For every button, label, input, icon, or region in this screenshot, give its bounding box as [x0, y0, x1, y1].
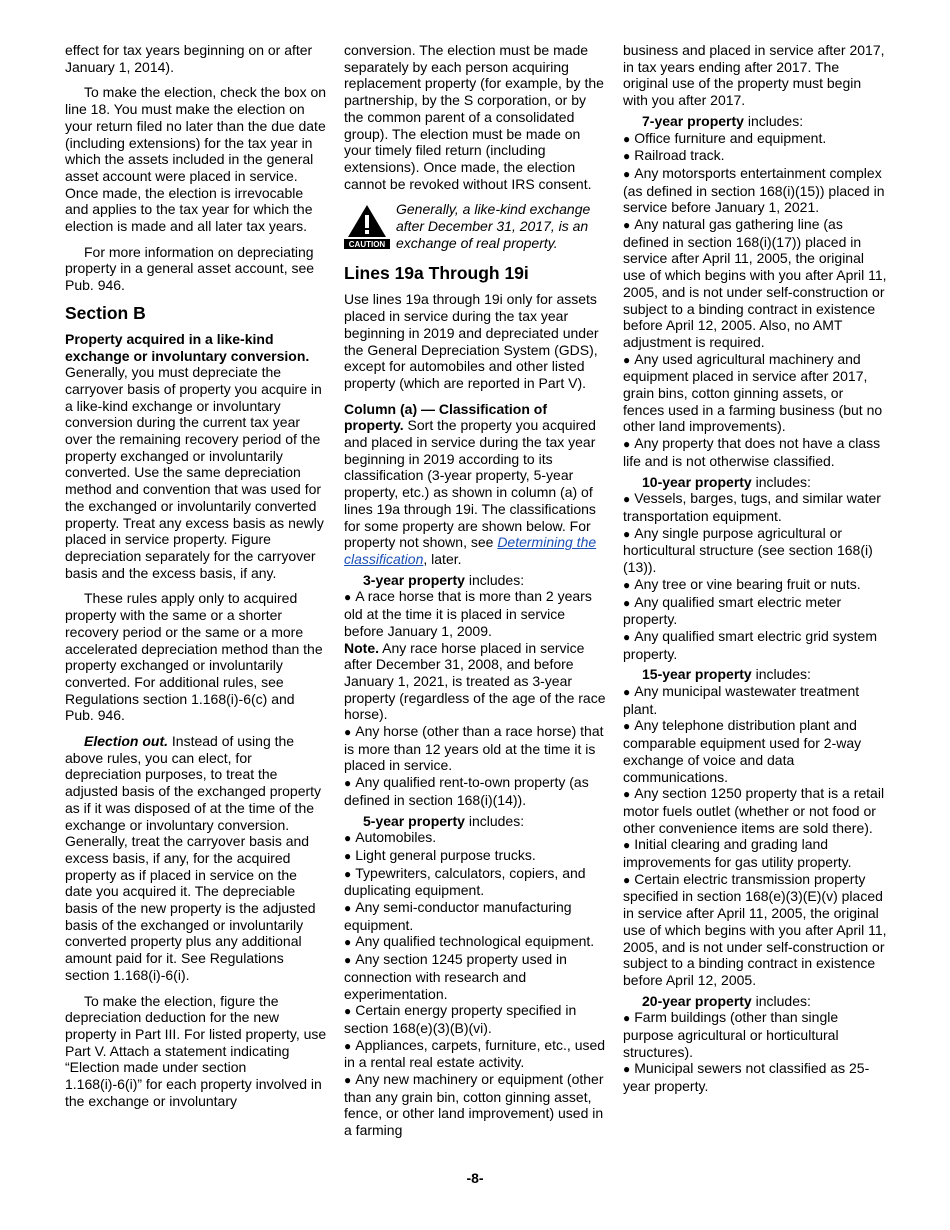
paragraph: Use lines 19a through 19i only for assets placed in service during the tax year beginning in 2019 and depreciated under the General Depreciation System (GDS), except for automobiles and other listed property (which are reported in Part V).	[344, 291, 599, 391]
class-suffix: includes:	[751, 992, 811, 1009]
paragraph	[65, 733, 327, 984]
property-class-heading	[344, 572, 606, 589]
property-class-heading	[623, 993, 887, 1010]
list-item-text: Any semi-conductor manufacturing equipment.	[344, 899, 572, 933]
note	[344, 640, 606, 724]
paragraph-tail: , later.	[423, 550, 462, 567]
list-item-text: Any qualified rent-to-own property (as defined in section 168(i)(14)).	[344, 774, 589, 808]
note-text: Any race horse placed in service after December 31, 2008, and before January 1, 2021, is treated as 3-year property (regardless of the age of the race horse).	[344, 639, 606, 723]
list-item-text: A race horse that is more than 2 years old at the time it is placed in service before January 1, 2009.	[344, 588, 592, 639]
list-item: ● Vessels, barges, tugs, and similar water transportation equipment.	[623, 490, 881, 524]
list-item-text: Any qualified smart electric grid system property.	[623, 627, 878, 662]
list-item: ● Any telephone distribution plant and comparable equipment used for 2-way exchange of voice and data communications.	[623, 717, 862, 785]
list-item-text: Any property that does not have a class life and is not otherwise classified.	[623, 435, 881, 469]
list-item-text: Any tree or vine bearing fruit or nuts.	[634, 575, 861, 592]
list-item: ● Any property that does not have a class life and is not otherwise classified.	[623, 435, 881, 469]
paragraph	[65, 331, 327, 582]
list-item: ● A race horse that is more than 2 years old at the time it is placed in service before January 1, 2009.	[344, 588, 592, 639]
list-item-text: Automobiles.	[355, 829, 437, 846]
paragraph-body: Generally, you must depreciate the carryover basis of property you acquire in a like-kind exchange or involuntary conversion during the current tax year over the remaining recovery period of the property exchanged or involuntarily converted. Use the same depreciation method and convention that was used for the exchanged or involuntarily converted property. Treat any excess basis as newly placed in service property. Figure depreciation separately for the carryover basis and the excess basis, if any.	[65, 364, 324, 581]
class-suffix: includes:	[464, 571, 525, 588]
paragraph	[344, 401, 606, 568]
class-suffix: includes:	[464, 812, 525, 829]
lines-19-heading: Lines 19a Through 19i	[344, 263, 529, 284]
class-label: 10-year property	[642, 473, 752, 490]
class-label: 7-year property	[642, 112, 744, 129]
list-item: ● Appliances, carpets, furniture, etc., used in a rental real estate activity.	[344, 1036, 606, 1071]
list-item-text: Any section 1245 property used in connection with research and experimentation.	[344, 951, 567, 1002]
column-2	[344, 42, 606, 1139]
list-item: ● Municipal sewers not classified as 25-year property.	[623, 1060, 870, 1095]
list-item-text: Any horse (other than a race horse) that is more than 12 years old at the time it is placed in service.	[344, 723, 604, 774]
list-item-text: Any municipal wastewater treatment plant.	[623, 683, 860, 717]
paragraph: business and placed in service after 2017, in tax years ending after 2017. The original use of the property must begin with you after 2017.	[623, 42, 885, 109]
list-item-text: Municipal sewers not classified as 25-year property.	[623, 1060, 870, 1095]
list-item-text: Any qualified technological equipment.	[355, 933, 595, 950]
paragraph: To make the election, figure the depreciation deduction for the new property in Part III. For listed property, use Part V. Attach a statement indicating “Election made under section 1.168(i)-6(i)” for each property involved in the exchange or involuntary	[65, 992, 327, 1109]
caution-note	[344, 201, 606, 251]
list-item-text: Any used agricultural machinery and equipment placed in service after 2017, grain bins, cotton ginning assets, or fences used in a farming business (but no other land improvements).	[623, 350, 883, 435]
list-item-text: Any qualified smart electric meter property.	[623, 593, 842, 628]
caution-label: CAUTION	[348, 240, 386, 250]
list-item: ● Any natural gas gathering line (as defined in section 168(i)(17)) placed in service after April 11, 2005, the original use of which begins with you after April 11, 2005, and is not under self-construction or subject to a binding contract in existence before April 12, 2005. Also, no AMT adjustment is required.	[623, 216, 887, 350]
run-in-heading: Property acquired in a like-kind exchange or involuntary conversion.	[65, 330, 310, 364]
list-item-text: Any telephone distribution plant and comparable equipment used for 2-way exchange of voice and data communications.	[623, 717, 862, 785]
list-item: ● Certain energy property specified in section 168(e)(3)(B)(vi).	[344, 1002, 577, 1036]
run-in-heading: Election out.	[84, 733, 168, 750]
list-item: ● Any qualified smart electric meter property.	[623, 593, 842, 628]
list-item: ● Any section 1250 property that is a retail motor fuels outlet (whether or not food or other convenience items are sold there).	[623, 785, 885, 836]
column-1	[65, 42, 327, 1118]
list-item-text: Any section 1250 property that is a retail motor fuels outlet (whether or not food or other convenience items are sold there).	[623, 785, 885, 836]
paragraph: conversion. The election must be made separately by each person acquiring replacement property (for example, by the partnership, by the S corporation, or by the common parent of a consolidated group). The election must be made on your timely filed return (including extensions). Once made, the election cannot be revoked without IRS consent.	[344, 42, 604, 192]
list-item-text: Any new machinery or equipment (other than any grain bin, cotton ginning asset, fence, or other land improvement) used in a farming	[344, 1071, 604, 1139]
note-label: Note.	[344, 639, 379, 656]
property-class-heading	[623, 474, 887, 491]
list-item: ● Any municipal wastewater treatment plant.	[623, 683, 860, 717]
property-class-heading	[623, 666, 887, 683]
list-item-text: Initial clearing and grading land improvements for gas utility property.	[623, 836, 852, 871]
property-class-heading	[623, 113, 887, 130]
class-suffix: includes:	[751, 473, 811, 490]
list-item-text: Typewriters, calculators, copiers, and duplicating equipment.	[344, 864, 586, 899]
list-item: ● Light general purpose trucks.	[344, 846, 536, 863]
list-item-text: Vessels, barges, tugs, and similar water transportation equipment.	[623, 490, 881, 524]
class-label: 3-year property	[363, 571, 465, 588]
list-item-text: Any single purpose agricultural or horticultural structure (see section 168(i)(13)).	[623, 524, 873, 576]
paragraph: For more information on depreciating property in a general asset account, see Pub. 946.	[65, 243, 315, 294]
page-number: -8-	[466, 1170, 484, 1186]
list-item: ● Any motorsports entertainment complex (as defined in section 168(i)(15)) placed in service before January 1, 2021.	[623, 164, 885, 216]
caution-icon	[344, 203, 390, 249]
list-item: ● Any used agricultural machinery and equipment placed in service after 2017, grain bins, cotton ginning assets, or fences used in a farming business (but no other land improvements).	[623, 350, 883, 435]
paragraph-body: Instead of using the above rules, you can elect, for depreciation purposes, to treat the adjusted basis of the exchanged property as if it was disposed of at the time of the exchange or involuntary conversion. Generally, treat the carryover basis and excess basis, if any, for the acquired property as if placed in service on the date you acquired it. The depreciable basis of the new property is the adjusted basis of the exchanged or involuntarily converted property plus any additional amount paid for it. See Regulations section 1.168(i)-6(i).	[65, 733, 322, 983]
class-suffix: includes:	[751, 666, 811, 683]
list-item: ● Typewriters, calculators, copiers, and duplicating equipment.	[344, 864, 586, 899]
classification-link[interactable]: Determining the classification	[344, 534, 597, 567]
list-item: ● Railroad track.	[623, 147, 725, 164]
run-in-heading: Column (a) — Classification of property.	[344, 400, 548, 434]
column-3	[623, 42, 887, 1095]
paragraph: To make the election, check the box on line 18. You must make the election on your return filed no later than the due date (including extensions) for the tax year in which the assets included in the general asset account were placed in service. Once made, the election is irrevocable and applies to the tax year for which the election is made and all later tax years.	[65, 84, 327, 235]
list-item: ● Any single purpose agricultural or horticultural structure (see section 168(i)(13)).	[623, 524, 873, 576]
list-item-text: Farm buildings (other than single purpose agricultural or horticultural structures).	[623, 1009, 839, 1060]
class-label: 5-year property	[363, 812, 465, 829]
list-item-text: Appliances, carpets, furniture, etc., used in a rental real estate activity.	[344, 1036, 606, 1071]
caution-text: Generally, a like-kind exchange after December 31, 2017, is an exchange of real property.	[396, 201, 591, 251]
list-item: ● Automobiles.	[344, 829, 437, 846]
list-item: ● Certain electric transmission property specified in section 168(e)(3)(E)(v) placed in service after April 11, 2005, the original use of which begins with you after April 11, 2005, and is not under self-construction or subject to a binding contract in existence before April 12, 2005.	[623, 870, 887, 988]
list-item: ● Any new machinery or equipment (other than any grain bin, cotton ginning asset, fence, or other land improvement) used in a farming	[344, 1071, 604, 1139]
paragraph: effect for tax years beginning on or after January 1, 2014).	[65, 42, 313, 75]
class-label: 20-year property	[642, 992, 752, 1009]
list-item-text: Light general purpose trucks.	[355, 846, 536, 863]
list-item-text: Certain energy property specified in section 168(e)(3)(B)(vi).	[344, 1002, 577, 1036]
list-item-text: Any natural gas gathering line (as defined in section 168(i)(17)) placed in service after April 11, 2005, the original use of which begins with you after April 11, 2005, and is not under self-construction or subject to a binding contract in existence before April 12, 2005. Also, no AMT adjustment is required.	[623, 216, 887, 350]
paragraph-body: Sort the property you acquired and placed in service during the tax year beginning in 2019 according to its classification (3-year property, 5-year property, etc.) as shown in column (a) of lines 19a through 19i. The classifications for some property are shown below. For property not shown, see	[344, 417, 596, 551]
list-item: ● Any section 1245 property used in connection with research and experimentation.	[344, 951, 567, 1002]
list-item: ● Any horse (other than a race horse) that is more than 12 years old at the time it is placed in service.	[344, 723, 604, 774]
class-label: 15-year property	[642, 666, 752, 683]
list-item: ● Farm buildings (other than single purpose agricultural or horticultural structures).	[623, 1009, 839, 1060]
list-item: ● Any tree or vine bearing fruit or nuts.	[623, 575, 861, 592]
list-item-text: Railroad track.	[634, 147, 725, 164]
list-item-text: Certain electric transmission property specified in section 168(e)(3)(E)(v) placed in service after April 11, 2005, the original use of which begins with you after April 11, 2005, and is not under self-construction or subject to a binding contract in existence before April 12, 2005.	[623, 870, 887, 988]
section-b-heading: Section B	[65, 302, 146, 323]
list-item: ● Any qualified smart electric grid system property.	[623, 627, 878, 662]
list-item: ● Office furniture and equipment.	[623, 129, 827, 146]
list-item-text: Any motorsports entertainment complex (as defined in section 168(i)(15)) placed in service before January 1, 2021.	[623, 164, 885, 216]
list-item: ● Initial clearing and grading land improvements for gas utility property.	[623, 836, 852, 871]
list-item: ● Any semi-conductor manufacturing equipment.	[344, 899, 572, 933]
list-item: ● Any qualified rent-to-own property (as defined in section 168(i)(14)).	[344, 774, 589, 808]
class-suffix: includes:	[743, 112, 804, 129]
paragraph: These rules apply only to acquired property with the same or a shorter recovery period or the same or a more accelerated depreciation method than the property exchanged or involuntarily converted. For additional rules, see Regulations section 1.168(i)-6(c) and Pub. 946.	[65, 590, 323, 724]
list-item-text: Office furniture and equipment.	[634, 129, 827, 146]
list-item: ● Any qualified technological equipment.	[344, 933, 595, 950]
property-class-heading	[344, 813, 606, 830]
